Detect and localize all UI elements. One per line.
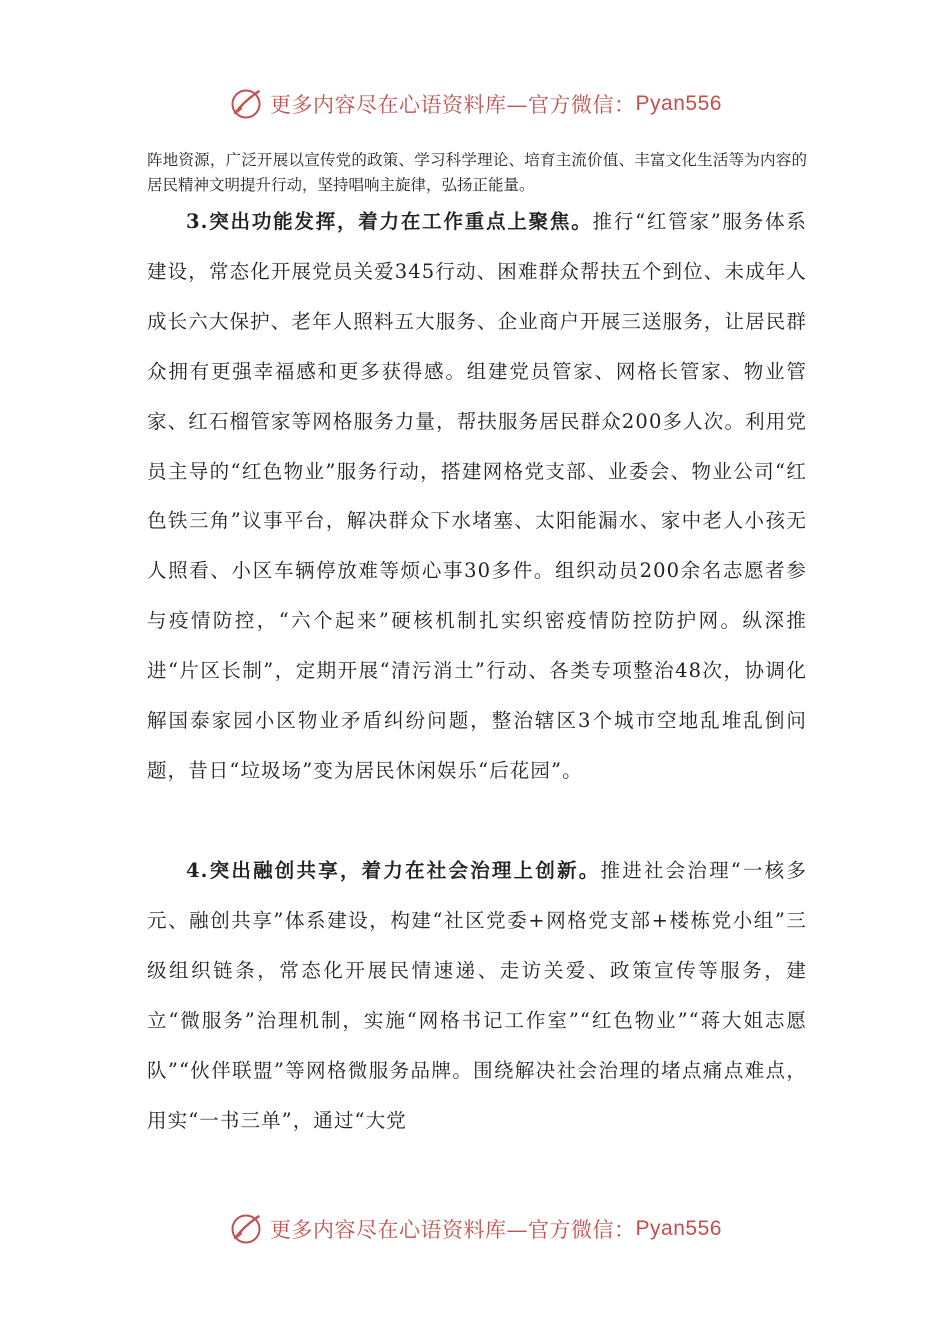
banner-text: 更多内容尽在心语资料库—官方微信： <box>270 1218 636 1242</box>
section-4-text: 推进社会治理“一核多元、融创共享”体系建设，构建“社区党委+网格党支部+楼栋党小组”三级组织链条，常态化开展民情速递、走访关爱、政策宣传等服务，建立“微服务”治理机制，实施“网格书记工作室”“红色物业”“蒋大姐志愿队”“伙伴联盟”等网格微服务品牌。围绕解决社会治理的堵点痛点难点，用实“一书三单”，通过“大党 <box>147 859 807 1132</box>
pen-logo-icon <box>228 86 264 122</box>
banner-handle: Pyan556 <box>635 1217 722 1240</box>
section-3-paragraph <box>147 197 807 796</box>
lead-paragraph: 阵地资源，广泛开展以宣传党的政策、学习科学理论、培育主流价值、丰富文化生活等为内容的居民精神文明提升行动，坚持唱响主旋律，弘扬正能量。 <box>147 151 807 194</box>
banner-text: 更多内容尽在心语资料库—官方微信： <box>270 93 636 117</box>
lead-paragraph-block <box>147 148 807 198</box>
document-body <box>147 197 807 1132</box>
section-4-paragraph <box>147 846 807 1145</box>
section-3-text: 推行“红管家”服务体系建设，常态化开展党员关爱345行动、困难群众帮扶五个到位、未成年人成长六大保护、老年人照料五大服务、企业商户开展三送服务，让居民群众拥有更强幸福感和更多获得感。组建党员管家、网格长管家、物业管家、红石榴管家等网格服务力量，帮扶服务居民群众200多人次。利用党员主导的“红色物业”服务行动，搭建网格党支部、业委会、物业公司“红色铁三角”议事平台，解决群众下水堵塞、太阳能漏水、家中老人小孩无人照看、小区车辆停放难等烦心事30多件。组织动员200余名志愿者参与疫情防控，“六个起来”硬核机制扎实织密疫情防控防护网。纵深推进“片区长制”，定期开展“清污消土”行动、各类专项整治48次，协调化解国泰家园小区物业矛盾纠纷问题，整治辖区3个城市空地乱堆乱倒问题，昔日“垃圾场”变为居民休闲娱乐“后花园”。 <box>147 210 807 782</box>
section-3-heading: 3.突出功能发挥，着力在工作重点上聚焦。 <box>186 210 593 233</box>
pen-logo-icon <box>228 1211 264 1247</box>
banner-handle: Pyan556 <box>635 92 722 115</box>
section-4-heading: 4.突出融创共享，着力在社会治理上创新。 <box>186 859 601 882</box>
header-banner <box>0 84 950 124</box>
footer-banner <box>0 1209 950 1249</box>
